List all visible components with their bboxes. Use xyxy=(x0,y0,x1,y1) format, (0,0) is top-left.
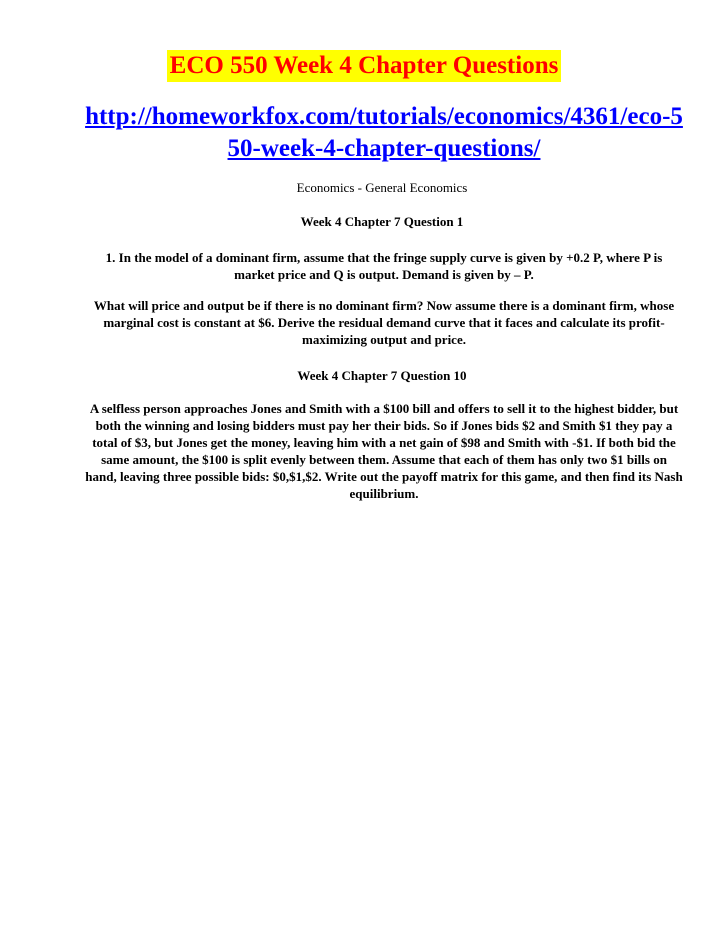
question-1-heading: Week 4 Chapter 7 Question 1 xyxy=(300,214,464,229)
document-title: ECO 550 Week 4 Chapter Questions xyxy=(167,50,562,82)
question-1-paragraph-2: What will price and output be if there is no dominant firm? Now assume there is a dominant firm, whose marginal cost is constant at $6. Derive the residual demand curve that it faces and calculate its profit-maximizing output and price. xyxy=(93,298,675,347)
title-container xyxy=(0,50,728,82)
question-10-heading: Week 4 Chapter 7 Question 10 xyxy=(297,368,467,383)
question-10-paragraph: A selfless person approaches Jones and Smith with a $100 bill and offers to sell it to the highest bidder, but both the winning and losing bidders must pay her their bids. So if Jones bids $2 and Smith $1 they pay a total of $3, but Jones get the money, leaving him with a net gain of $98 and Smith with -$1. If both bid the same amount, the $100 is split evenly between them. Assume that each of them has only two $1 bills on hand, leaving three possible bids: $0,$1,$2. Write out the payoff matrix for this game, and then find its Nash equilibrium. xyxy=(85,401,683,501)
category-label: Economics - General Economics xyxy=(296,180,468,195)
question-1-paragraph-1: 1. In the model of a dominant firm, assume that the fringe supply curve is given by +0.2 P, where P is market price and Q is output. Demand is given by – P. xyxy=(105,250,663,282)
tutorial-link[interactable]: http://homeworkfox.com/tutorials/economics/4361/eco-550-week-4-chapter-questions/ xyxy=(85,103,683,162)
